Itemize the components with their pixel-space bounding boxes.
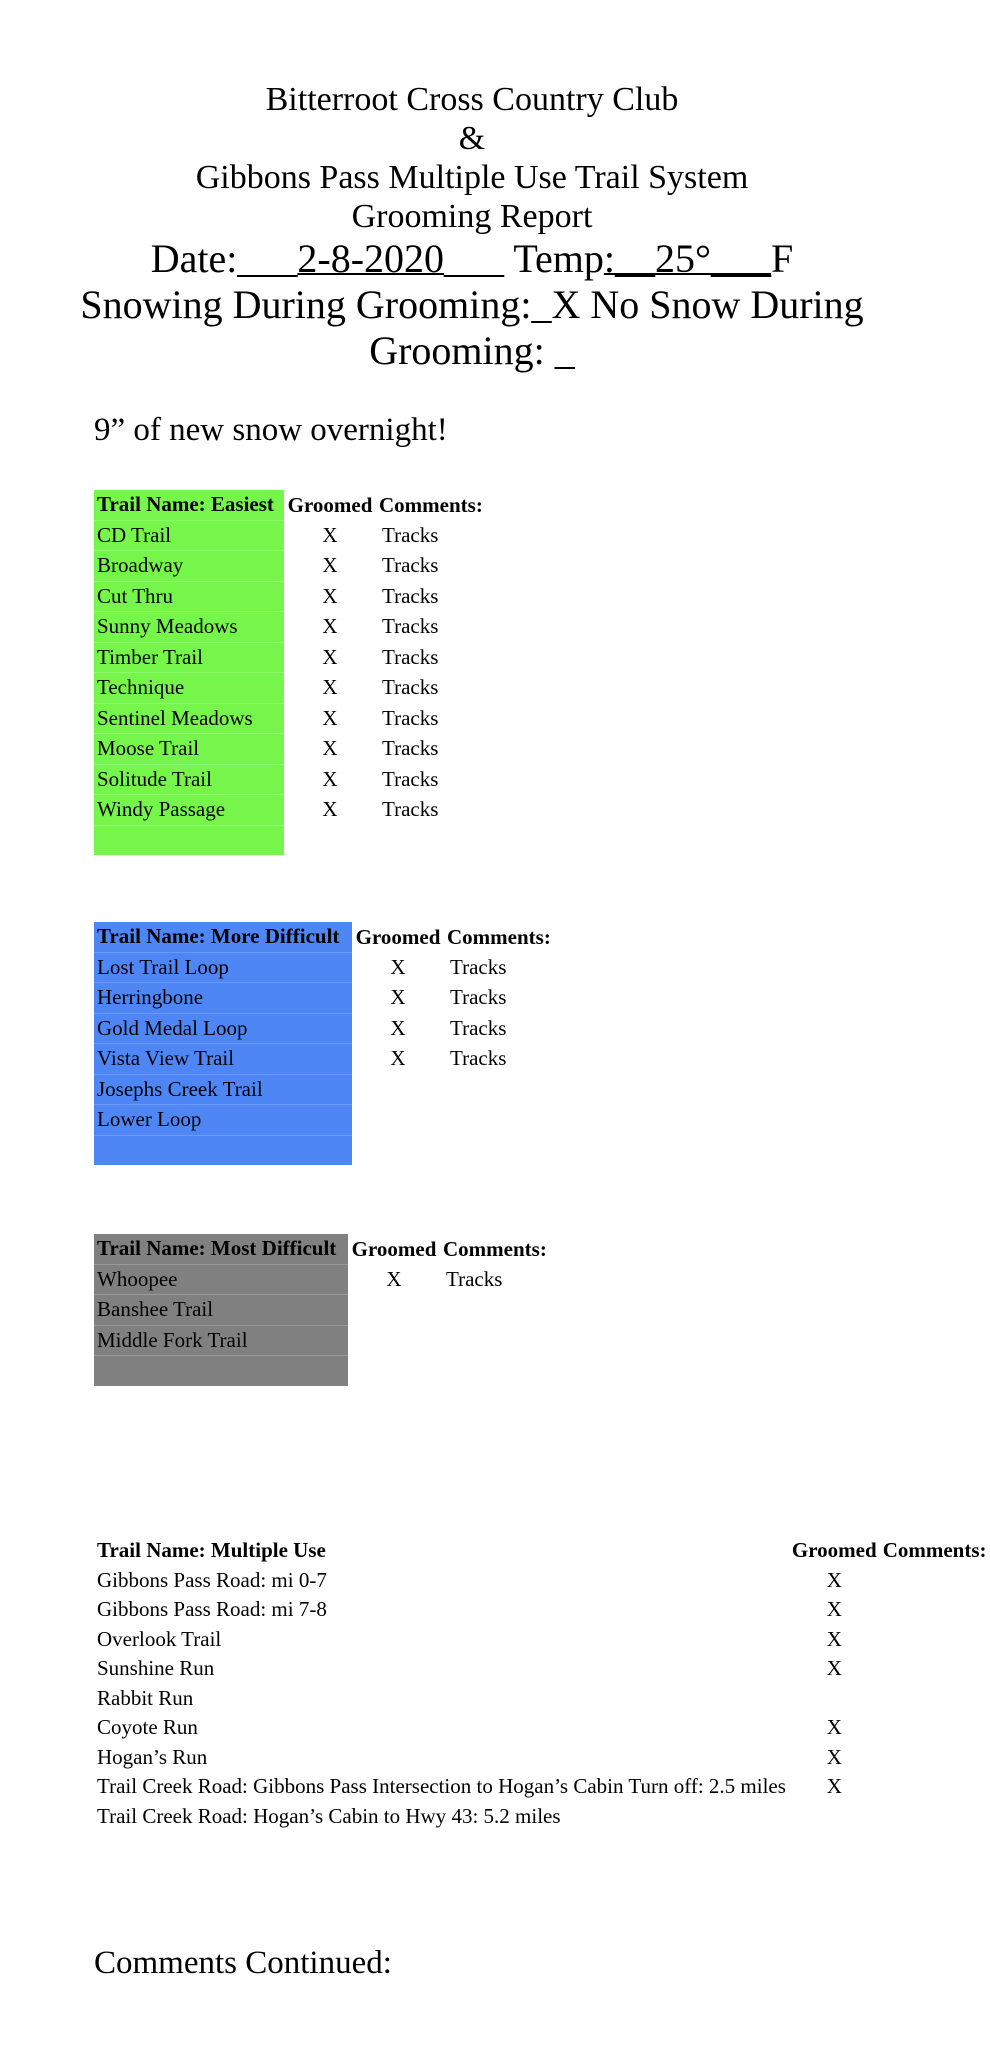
comments-cell [880, 1684, 990, 1714]
trail-name-cell: Lost Trail Loop [94, 952, 352, 983]
date-value: 2-8-2020 [297, 236, 445, 281]
groomed-cell: X [322, 797, 338, 822]
comments-cell: Tracks [382, 766, 439, 791]
comments-cell [880, 1743, 990, 1773]
trail-name-cell: Gold Medal Loop [94, 1013, 352, 1044]
ampersand: & [458, 120, 486, 157]
comments-cell: Tracks [382, 553, 439, 578]
table-row [94, 1772, 990, 1802]
comments-cell: Tracks [450, 985, 507, 1010]
snow-conditions-line: Snowing During Grooming:_X No Snow During [80, 282, 864, 327]
table-header-row [94, 490, 486, 520]
groomed-header: Groomed [355, 924, 441, 949]
comments-cell: Tracks [382, 705, 439, 730]
trail-name-cell: Banshee Trail [94, 1295, 348, 1326]
groomed-cell [352, 1074, 444, 1105]
trail-name-cell [94, 1356, 348, 1386]
trail-name-cell: Trail Creek Road: Hogan’s Cabin to Hwy 43: 5.2 miles [97, 1803, 561, 1828]
trail-name-cell: Josephs Creek Trail [94, 1074, 352, 1105]
report-header [0, 80, 944, 374]
groomed-cell [284, 825, 376, 855]
table-row [94, 703, 486, 734]
groomed-cell: X [322, 553, 338, 578]
groomed-cell: X [322, 736, 338, 761]
table-row [94, 1743, 990, 1773]
comments-cell [376, 825, 486, 855]
groomed-cell: X [386, 1266, 402, 1291]
table-row [94, 1802, 990, 1832]
groomed-cell: X [390, 1015, 406, 1040]
comments-cell: Tracks [382, 736, 439, 761]
trail-name-cell: Coyote Run [97, 1715, 198, 1740]
more-difficult-trails-table [94, 922, 554, 1165]
comments-cell [880, 1566, 990, 1596]
date-temp-line [0, 236, 944, 282]
groomed-cell: X [826, 1715, 842, 1740]
comments-cell [444, 1074, 554, 1105]
temp-unit: F [770, 236, 794, 281]
trail-name-header: Trail Name: More Difficult [94, 922, 352, 952]
table-row [94, 1325, 550, 1356]
trail-name-cell: Technique [94, 673, 284, 704]
comments-cell: Tracks [450, 954, 507, 979]
trail-name-cell: Lower Loop [94, 1105, 352, 1136]
table-row [94, 1566, 990, 1596]
comments-cell [444, 1105, 554, 1136]
comments-cell [440, 1325, 550, 1356]
temp-label: Temp [504, 236, 604, 281]
groomed-cell: X [826, 1626, 842, 1651]
trail-name-cell: Overlook Trail [97, 1626, 222, 1651]
table-row [94, 1105, 554, 1136]
date-pad-before: ___ [237, 236, 298, 281]
grooming-label: Grooming: [369, 328, 555, 373]
comments-header: Comments: [379, 492, 483, 517]
groomed-cell [352, 1105, 444, 1136]
table-row [94, 734, 486, 765]
comments-cell: Tracks [382, 522, 439, 547]
table-row [94, 1654, 990, 1684]
groomed-cell: X [826, 1597, 842, 1622]
grooming-line [0, 328, 944, 374]
comments-header: Comments: [443, 1236, 547, 1261]
temp-value: :__25°___ [603, 236, 771, 281]
trail-name-cell: Sunny Meadows [94, 612, 284, 643]
trail-system-name: Gibbons Pass Multiple Use Trail System [195, 159, 749, 196]
table-row [94, 983, 554, 1014]
trail-name-cell: Gibbons Pass Road: mi 0-7 [97, 1567, 327, 1592]
comments-cell [880, 1625, 990, 1655]
comments-header: Comments: [447, 924, 551, 949]
table-header-row [94, 1536, 990, 1566]
table-row [94, 1013, 554, 1044]
trail-name-cell: Broadway [94, 551, 284, 582]
trail-name-cell: Whoopee [94, 1264, 348, 1295]
table-row [94, 1684, 990, 1714]
trail-name-cell [94, 1135, 352, 1165]
comments-cell [880, 1713, 990, 1743]
multiple-use-trails-table [94, 1536, 990, 1831]
comments-continued-heading: Comments Continued: [94, 1945, 392, 1981]
comments-cell [444, 1135, 554, 1165]
table-row [94, 1074, 554, 1105]
comments-cell [440, 1356, 550, 1386]
table-row [94, 1044, 554, 1075]
trail-name-cell: CD Trail [94, 520, 284, 551]
trail-name-header: Trail Name: Easiest [94, 490, 284, 520]
report-title: Grooming Report [351, 198, 593, 235]
groomed-cell [348, 1325, 440, 1356]
table-row [94, 825, 486, 855]
table-header-row [94, 922, 554, 952]
table-header-row [94, 1234, 550, 1264]
groomed-cell [348, 1356, 440, 1386]
table-row [94, 1135, 554, 1165]
groomed-cell: X [322, 705, 338, 730]
trail-name-cell: Rabbit Run [97, 1685, 194, 1710]
comments-cell: Tracks [382, 614, 439, 639]
comments-cell: Tracks [450, 1015, 507, 1040]
table-row [94, 795, 486, 826]
table-row [94, 673, 486, 704]
date-pad-after: ___ [444, 236, 505, 281]
groomed-header: Groomed [351, 1236, 437, 1261]
comments-header: Comments: [882, 1538, 987, 1563]
groomed-cell [789, 1802, 880, 1832]
comments-cell: Tracks [446, 1266, 503, 1291]
table-row [94, 764, 486, 795]
trail-name-cell: Sunshine Run [97, 1656, 215, 1681]
club-name: Bitterroot Cross Country Club [265, 81, 679, 118]
groomed-cell: X [390, 1046, 406, 1071]
comments-cell: Tracks [382, 583, 439, 608]
trail-name-cell: Vista View Trail [94, 1044, 352, 1075]
trail-name-cell: Trail Creek Road: Gibbons Pass Intersection to Hogan’s Cabin Turn off: 2.5 miles [97, 1774, 786, 1799]
groomed-cell: X [322, 614, 338, 639]
groomed-cell: X [826, 1656, 842, 1681]
grooming-blank: _ [554, 328, 575, 373]
table-row [94, 1264, 550, 1295]
snow-note: 9” of new snow overnight! [94, 412, 448, 448]
comments-cell [880, 1654, 990, 1684]
table-row [94, 1625, 990, 1655]
groomed-cell: X [322, 766, 338, 791]
table-row [94, 1713, 990, 1743]
comments-cell [440, 1295, 550, 1326]
comments-cell: Tracks [450, 1046, 507, 1071]
groomed-cell: X [390, 954, 406, 979]
groomed-cell: X [322, 522, 338, 547]
trail-name-cell: Solitude Trail [94, 764, 284, 795]
trail-name-cell: Sentinel Meadows [94, 703, 284, 734]
trail-name-header: Trail Name: Most Difficult [94, 1234, 348, 1264]
table-row [94, 1356, 550, 1386]
trail-name-cell [94, 825, 284, 855]
groomed-cell: X [826, 1744, 842, 1769]
trail-name-cell: Cut Thru [94, 581, 284, 612]
table-row [94, 1295, 550, 1326]
trail-name-cell: Herringbone [94, 983, 352, 1014]
groomed-cell [789, 1684, 880, 1714]
groomed-cell: X [390, 985, 406, 1010]
groomed-cell: X [826, 1774, 842, 1799]
trail-name-cell: Hogan’s Run [97, 1744, 208, 1769]
groomed-header: Groomed [791, 1538, 877, 1563]
trail-name-cell: Moose Trail [94, 734, 284, 765]
trail-name-cell: Gibbons Pass Road: mi 7-8 [97, 1597, 327, 1622]
trail-name-header: Trail Name: Multiple Use [97, 1538, 326, 1563]
comments-cell [880, 1595, 990, 1625]
comments-cell: Tracks [382, 675, 439, 700]
table-row [94, 1595, 990, 1625]
date-label: Date: [150, 236, 238, 281]
groomed-cell: X [826, 1567, 842, 1592]
groomed-cell: X [322, 644, 338, 669]
most-difficult-trails-table [94, 1234, 550, 1386]
trail-name-cell: Timber Trail [94, 642, 284, 673]
easiest-trails-table [94, 490, 486, 855]
groomed-cell [352, 1135, 444, 1165]
groomed-cell: X [322, 675, 338, 700]
table-row [94, 612, 486, 643]
groomed-cell: X [322, 583, 338, 608]
groomed-cell [348, 1295, 440, 1326]
groomed-header: Groomed [287, 492, 373, 517]
table-row [94, 581, 486, 612]
trail-name-cell: Windy Passage [94, 795, 284, 826]
table-row [94, 551, 486, 582]
trail-name-cell: Middle Fork Trail [94, 1325, 348, 1356]
comments-cell [880, 1802, 990, 1832]
comments-cell: Tracks [382, 797, 439, 822]
table-row [94, 642, 486, 673]
comments-cell: Tracks [382, 644, 439, 669]
table-row [94, 520, 486, 551]
comments-cell [880, 1772, 990, 1802]
table-row [94, 952, 554, 983]
